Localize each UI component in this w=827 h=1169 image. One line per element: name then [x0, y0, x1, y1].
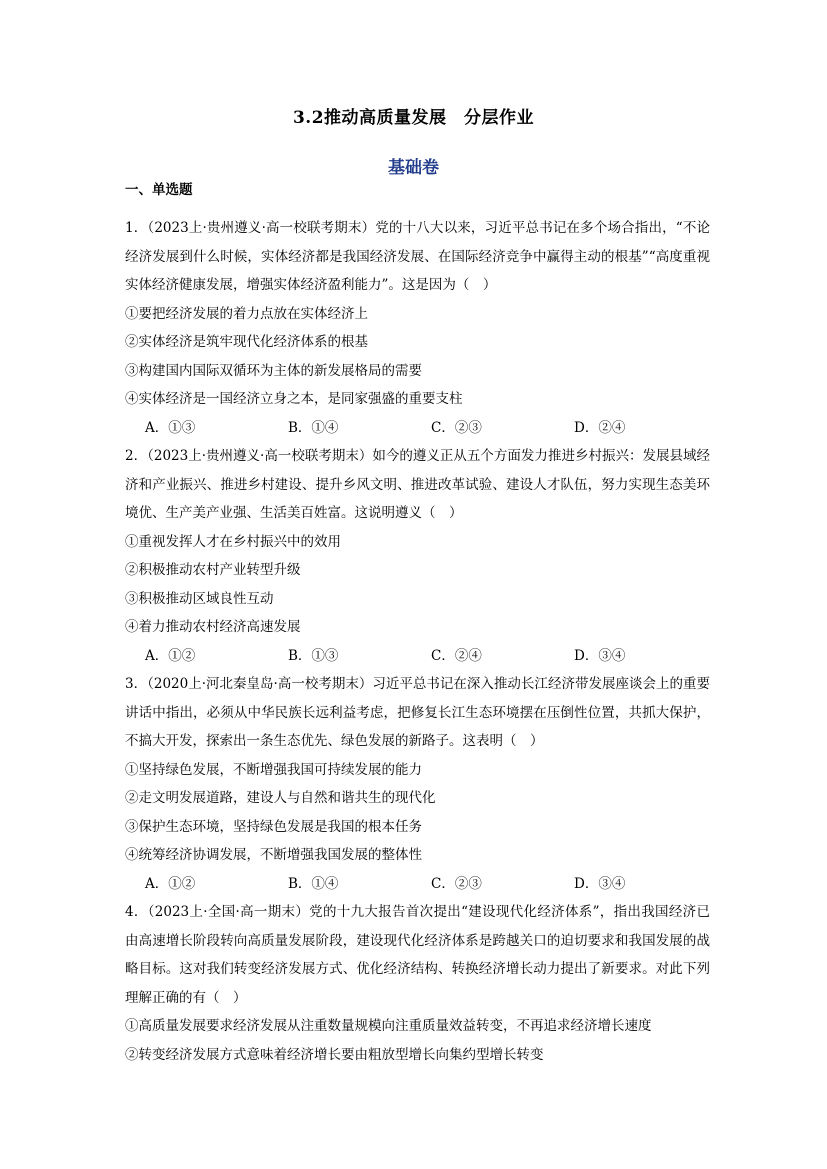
statement-option: ①要把经济发展的着力点放在实体经济上	[125, 305, 368, 322]
statement-option: ②积极推动农村产业转型升级	[125, 562, 301, 578]
statement-option: ④着力推动农村经济高速发展	[125, 619, 301, 635]
document-subtitle: 基础卷	[388, 158, 439, 178]
question-1	[125, 214, 710, 442]
statement-option: ①高质量发展要求经济发展从注重数量规模向注重质量效益转变，不再追求经济增长速度	[125, 1018, 652, 1034]
question-stem: 4．（2023上·全国·高一期末）党的十九大报告首次提出“建设现代化经济体系”，指出我国经济已由高速增长阶段转向高质量发展阶段，建设现代化经济体系是跨越关口的迫切要求和我国发展的战略目标。这对我们转变经济发展方式、优化经济结构、转换经济增长动力提出了新要求。对此下列理解正确的有（ ）	[125, 904, 710, 1006]
answer-choices	[125, 870, 710, 899]
answer-choices	[125, 642, 710, 671]
document-title: 3.2推动高质量发展 分层作业	[292, 108, 535, 128]
choice-d: D．③④	[574, 875, 626, 892]
statement-option: ②走文明发展道路，建设人与自然和谐共生的现代化	[125, 790, 436, 806]
question-stem: 3．（2020上·河北秦皇岛·高一校考期末）习近平总书记在深入推动长江经济带发展座谈会上的重要讲话中指出，必须从中华民族长远利益考虑，把修复长江生态环境摆在压倒性位置，共抓大保护，不搞大开发，探索出一条生态优先、绿色发展的新路子。这表明（ ）	[125, 676, 710, 749]
choice-d: D．②④	[574, 419, 626, 436]
statement-option: ④实体经济是一国经济立身之本，是同家强盛的重要支柱	[125, 391, 463, 407]
answer-choices	[125, 414, 710, 443]
question-3	[125, 670, 710, 898]
statement-option: ④统筹经济协调发展，不断增强我国发展的整体性	[125, 847, 422, 863]
question-stem: 1．（2023上·贵州遵义·高一校联考期末）党的十八大以来，习近平总书记在多个场合指出，“不论经济发展到什么时候，实体经济都是我国经济发展、在国际经济竞争中赢得主动的根基”“高度重视实体经济健康发展，增强实体经济盈利能力”。这是因为（ ）	[125, 220, 710, 293]
choice-a: A．①②	[145, 647, 196, 664]
section-heading: 一、单选题	[125, 182, 193, 198]
question-2	[125, 442, 710, 670]
choice-a: A．①②	[145, 875, 196, 892]
choice-b: B．①④	[288, 419, 339, 436]
question-4	[125, 898, 710, 1069]
statement-option: ③保护生态环境，坚持绿色发展是我国的根本任务	[125, 818, 422, 835]
statement-option: ③积极推动区域良性互动	[125, 590, 274, 607]
choice-a: A．①③	[145, 419, 196, 436]
question-stem: 2．（2023上·贵州遵义·高一校联考期末）如今的遵义正从五个方面发力推进乡村振兴：发展县域经济和产业振兴、推进乡村建设、提升乡风文明、推进改革试验、建设人才队伍，努力实现生态美环境优、生产美产业强、生活美百姓富。这说明遵义（ ）	[125, 448, 710, 521]
statement-option: ①重视发挥人才在乡村振兴中的效用	[125, 533, 341, 550]
choice-c: C．②③	[431, 875, 482, 892]
choice-b: B．①④	[288, 875, 339, 892]
statement-option: ①坚持绿色发展，不断增强我国可持续发展的能力	[125, 761, 422, 778]
statement-option: ③构建国内国际双循环为主体的新发展格局的需要	[125, 362, 422, 379]
choice-c: C．②③	[431, 419, 482, 436]
statement-option: ②实体经济是筑牢现代化经济体系的根基	[125, 334, 368, 350]
choice-b: B．①③	[288, 647, 339, 664]
statement-option: ②转变经济发展方式意味着经济增长要由粗放型增长向集约型增长转变	[125, 1046, 544, 1063]
question-list	[125, 214, 710, 1069]
choice-d: D．③④	[574, 647, 626, 664]
choice-c: C．②④	[431, 647, 482, 664]
